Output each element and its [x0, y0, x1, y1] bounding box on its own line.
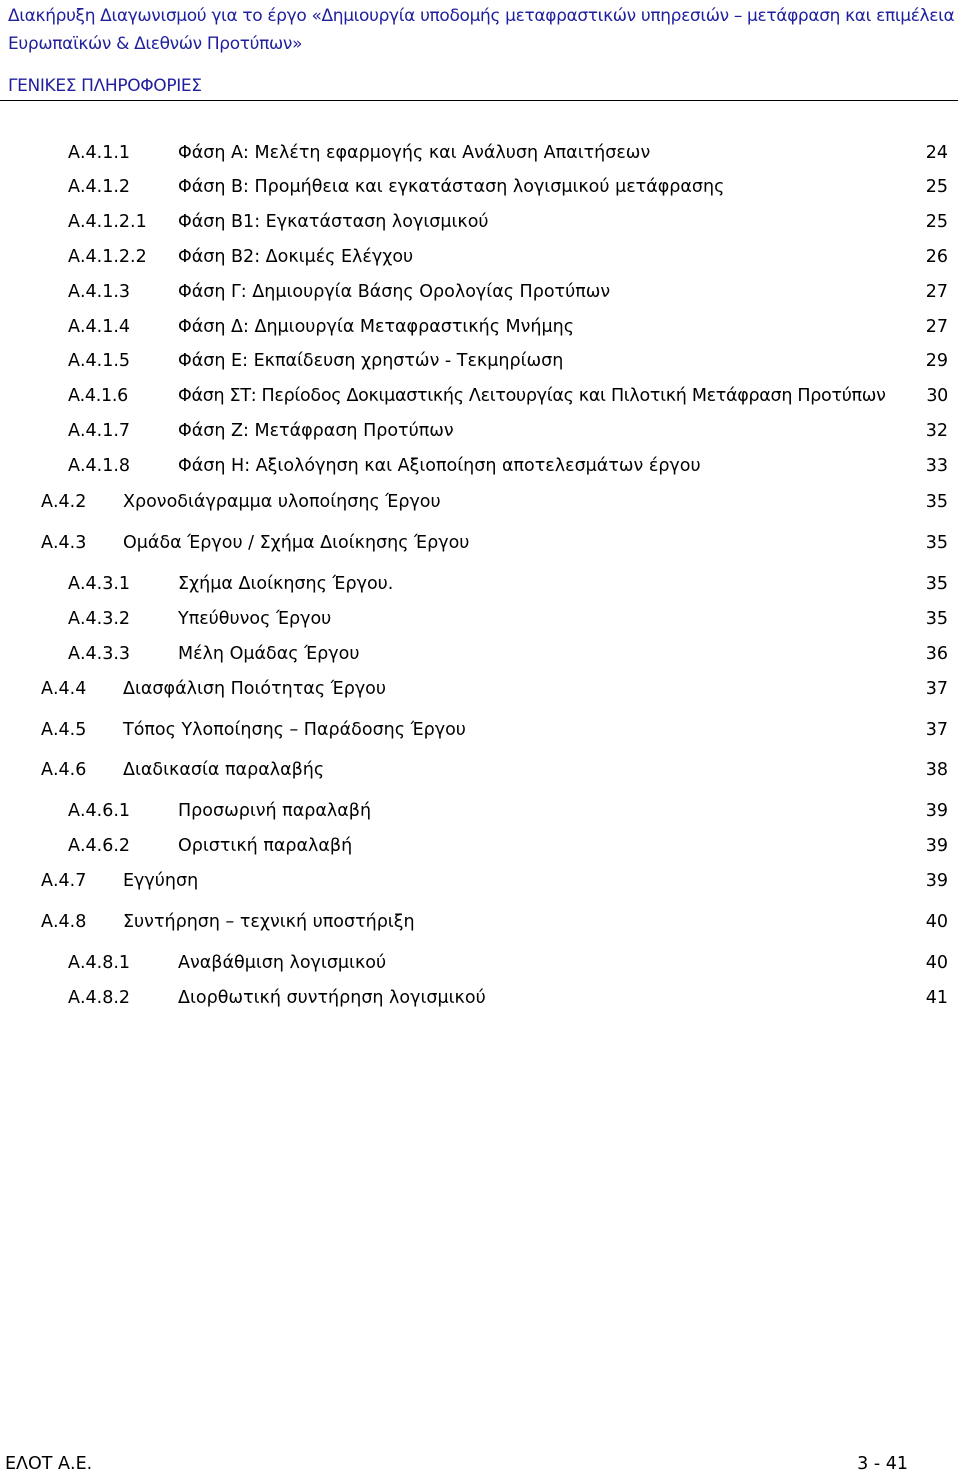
toc-entry-number: Α.4.5 — [41, 720, 87, 740]
toc-entry-number: Α.4.1.7 — [68, 421, 131, 441]
toc-entry-number: Α.4.7 — [41, 871, 87, 891]
toc-entry-title: Φάση Β: Προμήθεια και εγκατάσταση λογισμικού μετάφρασης — [178, 177, 725, 197]
toc-entry-page: 37 — [925, 679, 948, 699]
toc-entry[interactable] — [0, 984, 960, 1012]
toc-entry-number: Α.4.3 — [41, 533, 87, 553]
toc-entry-page: 35 — [925, 533, 948, 553]
toc-entry[interactable] — [0, 949, 960, 977]
toc-entry-page: 37 — [925, 720, 948, 740]
toc-entry-number: Α.4.1.2.2 — [68, 247, 147, 267]
toc-entry-page: 38 — [925, 760, 948, 780]
toc-entry-title: Φάση Δ: Δημιουργία Μεταφραστικής Μνήμης — [178, 317, 574, 337]
toc-entry-title: Μέλη Ομάδας Έργου — [178, 644, 360, 664]
toc-entry-number: Α.4.8.2 — [68, 988, 131, 1008]
toc-entry-title: Φάση Γ: Δημιουργία Βάσης Ορολογίας Προτύπων — [178, 282, 611, 302]
toc-entry[interactable] — [0, 908, 960, 936]
toc-entry-title: Φάση Ε: Εκπαίδευση χρηστών - Τεκμηρίωση — [178, 351, 564, 371]
toc-entry-title: Συντήρηση – τεχνική υποστήριξη — [123, 912, 415, 932]
toc-entry-title: Ομάδα Έργου / Σχήμα Διοίκησης Έργου — [123, 533, 470, 553]
toc-entry-title: Εγγύηση — [123, 871, 199, 891]
toc-entry-number: Α.4.3.3 — [68, 644, 131, 664]
toc-entry-page: 27 — [925, 317, 948, 337]
toc-entry[interactable] — [0, 208, 960, 236]
toc-entry-number: Α.4.1.4 — [68, 317, 131, 337]
toc-entry-title: Σχήμα Διοίκησης Έργου. — [178, 574, 394, 594]
toc-entry-number: Α.4.3.1 — [68, 574, 131, 594]
toc-entry[interactable] — [0, 867, 960, 895]
toc-entry[interactable] — [0, 797, 960, 825]
toc-entry-title: Αναβάθμιση λογισμικού — [178, 953, 387, 973]
toc-entry[interactable] — [0, 529, 960, 557]
toc-entry-number: Α.4.4 — [41, 679, 87, 699]
toc-entry-number: Α.4.6 — [41, 760, 87, 780]
toc-entry-page: 25 — [925, 212, 948, 232]
footer-company: ΕΛΟΤ Α.Ε. — [5, 1454, 93, 1474]
toc-entry-page: 27 — [925, 282, 948, 302]
toc-entry[interactable] — [0, 382, 960, 410]
toc-entry[interactable] — [0, 173, 960, 201]
toc-entry-page: 39 — [925, 801, 948, 821]
toc-entry-title: Διορθωτική συντήρηση λογισμικού — [178, 988, 486, 1008]
toc-entry-number: Α.4.8.1 — [68, 953, 131, 973]
toc-entry[interactable] — [0, 756, 960, 784]
toc-entry-number: Α.4.6.1 — [68, 801, 131, 821]
toc-entry-title: Υπεύθυνος Έργου — [178, 609, 332, 629]
page-footer — [0, 1450, 960, 1478]
toc-entry-number: Α.4.1.2.1 — [68, 212, 147, 232]
toc-entry-number: Α.4.1.5 — [68, 351, 131, 371]
section-heading: ΓΕΝΙΚΕΣ ΠΛΗΡΟΦΟΡΙΕΣ — [8, 76, 202, 96]
toc-entry[interactable] — [0, 139, 960, 167]
toc-entry-title: Χρονοδιάγραμμα υλοποίησης Έργου — [123, 492, 441, 512]
document-title-line-1: Διακήρυξη Διαγωνισμού για το έργο «Δημιουργία υποδομής μεταφραστικών υπηρεσιών – μετάφραση και επιμέλεια — [8, 6, 955, 26]
toc-entry-page: 30 — [926, 386, 948, 406]
toc-entry-page: 35 — [925, 609, 948, 629]
toc-entry[interactable] — [0, 488, 960, 516]
toc-entry[interactable] — [0, 640, 960, 668]
toc-entry-page: 25 — [925, 177, 948, 197]
toc-entry[interactable] — [0, 417, 960, 445]
toc-entry-page: 40 — [925, 953, 948, 973]
toc-entry[interactable] — [0, 570, 960, 598]
toc-entry-number: Α.4.8 — [41, 912, 87, 932]
toc-entry-number: Α.4.1.8 — [68, 456, 131, 476]
document-title-line-2: Ευρωπαϊκών & Διεθνών Προτύπων» — [8, 34, 303, 54]
footer-page-number: 3 - 41 — [857, 1454, 908, 1474]
toc-entry-page: 35 — [925, 492, 948, 512]
toc-entry-number: Α.4.1.2 — [68, 177, 131, 197]
toc-entry[interactable] — [0, 313, 960, 341]
toc-entry[interactable] — [0, 605, 960, 633]
toc-entry-page: 29 — [925, 351, 948, 371]
toc-entry-number: Α.4.6.2 — [68, 836, 131, 856]
toc-entry-number: Α.4.2 — [41, 492, 87, 512]
toc-entry[interactable] — [0, 452, 960, 480]
toc-entry-number: Α.4.3.2 — [68, 609, 131, 629]
toc-entry-title: Φάση Β1: Εγκατάσταση λογισμικού — [178, 212, 489, 232]
toc-entry-page: 39 — [925, 871, 948, 891]
toc-entry-page: 35 — [925, 574, 948, 594]
toc-entry-page: 24 — [925, 143, 948, 163]
toc-entry[interactable] — [0, 675, 960, 703]
toc-entry-title: Διαδικασία παραλαβής — [123, 760, 325, 780]
toc-entry[interactable] — [0, 716, 960, 744]
toc-entry-title: Φάση Η: Αξιολόγηση και Αξιοποίηση αποτελεσμάτων έργου — [178, 456, 701, 476]
toc-entry-title: Προσωρινή παραλαβή — [178, 801, 372, 821]
toc-entry-page: 36 — [925, 644, 948, 664]
toc-entry[interactable] — [0, 278, 960, 306]
toc-entry[interactable] — [0, 243, 960, 271]
toc-entry-number: Α.4.1.3 — [68, 282, 131, 302]
toc-entry-title: Φάση ΣΤ: Περίοδος Δοκιμαστικής Λειτουργίας και Πιλοτική Μετάφραση Προτύπων — [178, 386, 886, 406]
toc-entry-title: Οριστική παραλαβή — [178, 836, 353, 856]
toc-entry[interactable] — [0, 832, 960, 860]
toc-entry[interactable] — [0, 347, 960, 375]
toc-entry-page: 33 — [925, 456, 948, 476]
toc-entry-title: Τόπος Υλοποίησης – Παράδοσης Έργου — [123, 720, 466, 740]
toc-entry-page: 39 — [925, 836, 948, 856]
toc-entry-page: 41 — [925, 988, 948, 1008]
toc-entry-number: Α.4.1.1 — [68, 143, 131, 163]
toc-entry-title: Φάση Ζ: Μετάφραση Προτύπων — [178, 421, 454, 441]
toc-entry-title: Φάση Β2: Δοκιμές Ελέγχου — [178, 247, 414, 267]
toc-entry-page: 32 — [925, 421, 948, 441]
toc-entry-page: 26 — [925, 247, 948, 267]
toc-entry-page: 40 — [925, 912, 948, 932]
toc-entry-title: Διασφάλιση Ποιότητας Έργου — [123, 679, 387, 699]
toc-entry-title: Φάση Α: Μελέτη εφαρμογής και Ανάλυση Απαιτήσεων — [178, 143, 651, 163]
toc-entry-number: Α.4.1.6 — [68, 386, 128, 406]
